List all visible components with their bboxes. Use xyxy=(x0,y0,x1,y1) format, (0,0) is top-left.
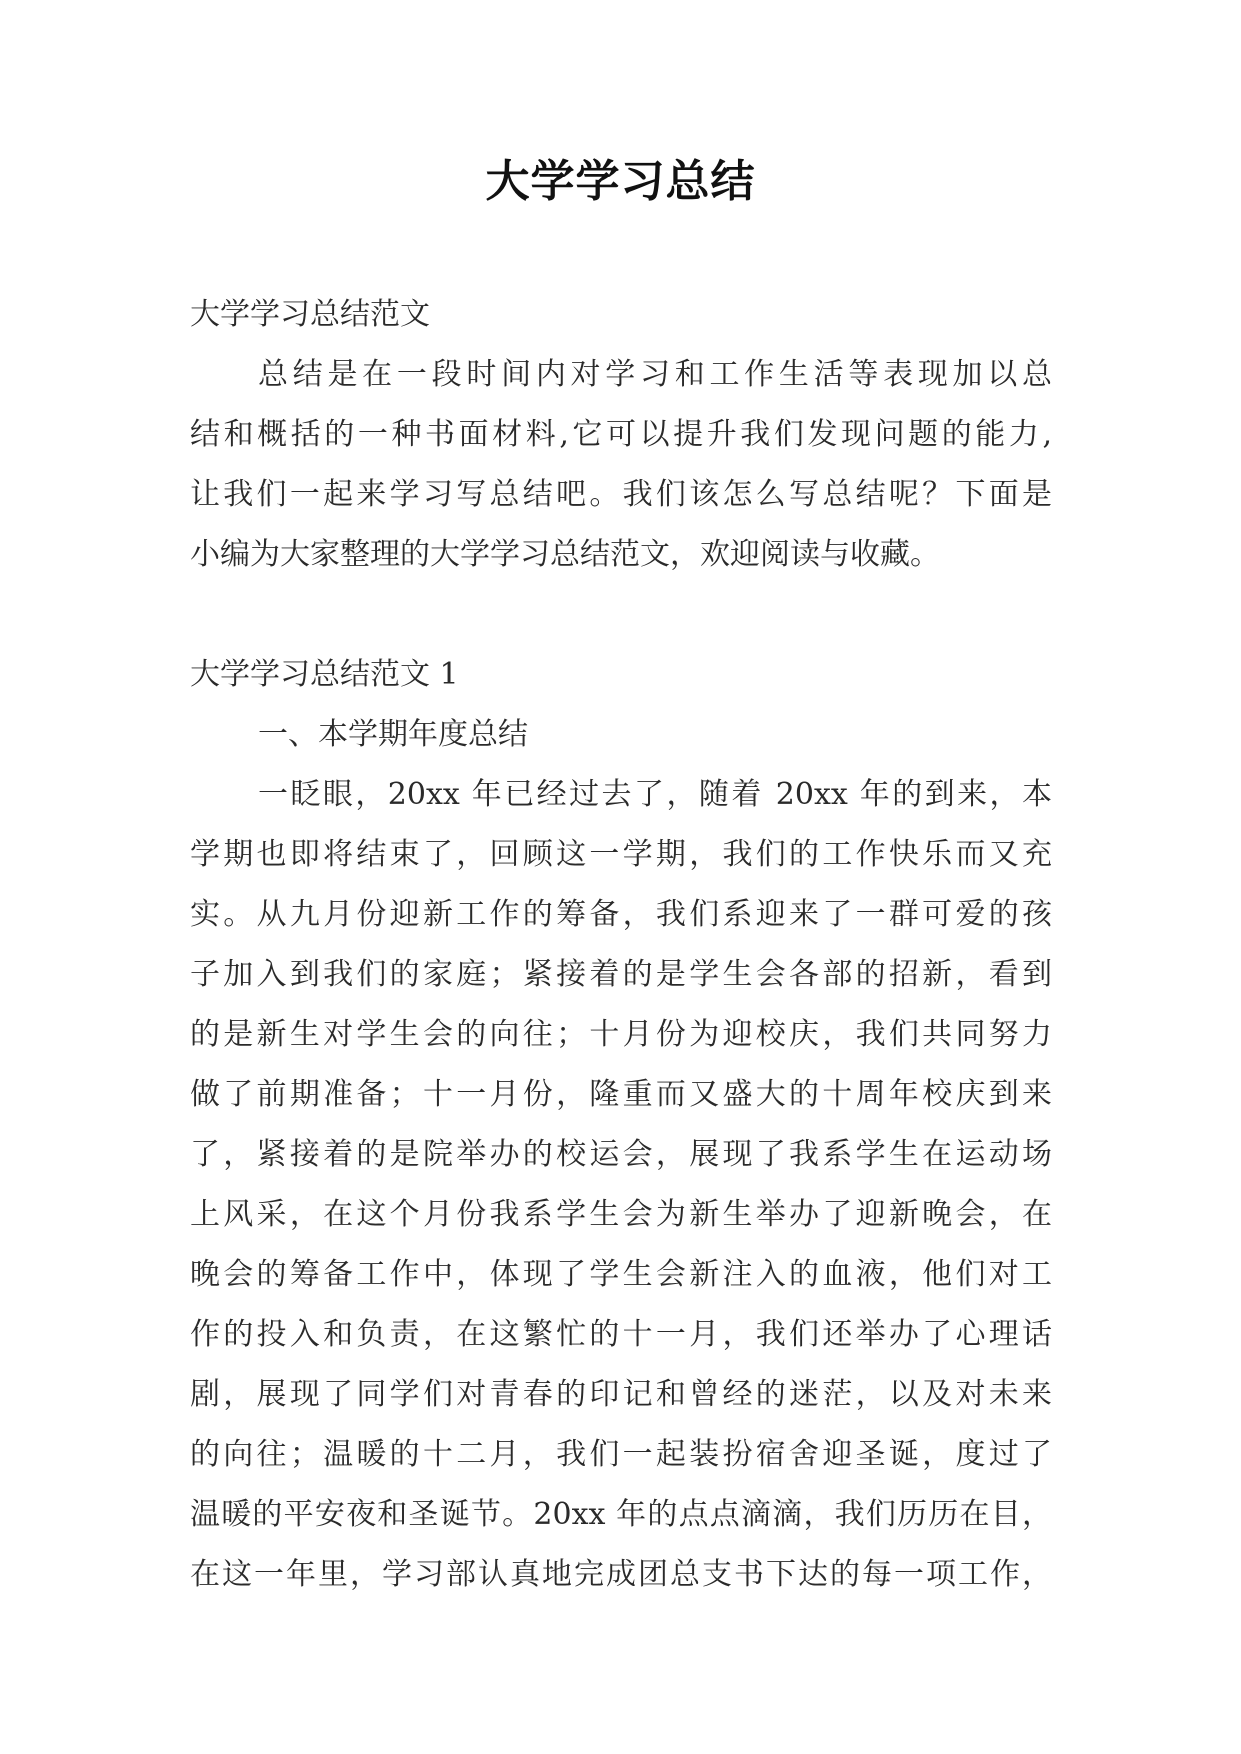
section1-line: 了，紧接着的是院举办的校运会，展现了我系学生在运动场 xyxy=(190,1137,1052,1172)
section1-line: 学期也即将结束了，回顾这一学期，我们的工作快乐而又充 xyxy=(190,837,1052,872)
intro-line: 总结是在一段时间内对学习和工作生活等表现加以总 xyxy=(258,357,1052,392)
section1-line: 一眨眼，20xx 年已经过去了，随着 20xx 年的到来，本 xyxy=(258,777,1052,812)
intro-line: 结和概括的一种书面材料,它可以提升我们发现问题的能力, xyxy=(190,417,1052,452)
intro-paragraph xyxy=(190,345,1052,585)
intro-line: 小编为大家整理的大学学习总结范文，欢迎阅读与收藏。 xyxy=(190,537,940,572)
section1-line: 的是新生对学生会的向往；十月份为迎校庆，我们共同努力 xyxy=(190,1017,1052,1052)
intro-line: 让我们一起来学习写总结吧。我们该怎么写总结呢？下面是 xyxy=(190,477,1052,512)
section1-heading: 大学学习总结范文 1 xyxy=(190,657,459,692)
section1-line: 温暖的平安夜和圣诞节。20xx 年的点点滴滴，我们历历在目， xyxy=(190,1497,1052,1532)
section1-line: 子加入到我们的家庭；紧接着的是学生会各部的招新，看到 xyxy=(190,957,1052,992)
section1-line: 在这一年里，学习部认真地完成团总支书下达的每一项工作， xyxy=(190,1557,1052,1592)
section1-subheading: 一、本学期年度总结 xyxy=(258,717,528,752)
section1-line: 晚会的筹备工作中，体现了学生会新注入的血液，他们对工 xyxy=(190,1257,1052,1292)
intro-heading: 大学学习总结范文 xyxy=(190,297,430,332)
document-title: 大学学习总结 xyxy=(485,156,756,207)
section1-paragraph xyxy=(190,765,1052,1605)
section1-line: 做了前期准备；十一月份，隆重而又盛大的十周年校庆到来 xyxy=(190,1077,1052,1112)
section1-line: 上风采，在这个月份我系学生会为新生举办了迎新晚会，在 xyxy=(190,1197,1052,1232)
section1-line: 实。从九月份迎新工作的筹备，我们系迎来了一群可爱的孩 xyxy=(190,897,1052,932)
paragraph-gap xyxy=(190,585,1052,645)
document-body xyxy=(190,285,1052,1605)
section1-line: 剧，展现了同学们对青春的印记和曾经的迷茫，以及对未来 xyxy=(190,1377,1052,1412)
section1-line: 的向往；温暖的十二月，我们一起装扮宿舍迎圣诞，度过了 xyxy=(190,1437,1052,1472)
section1-line: 作的投入和负责，在这繁忙的十一月，我们还举办了心理话 xyxy=(190,1317,1052,1352)
